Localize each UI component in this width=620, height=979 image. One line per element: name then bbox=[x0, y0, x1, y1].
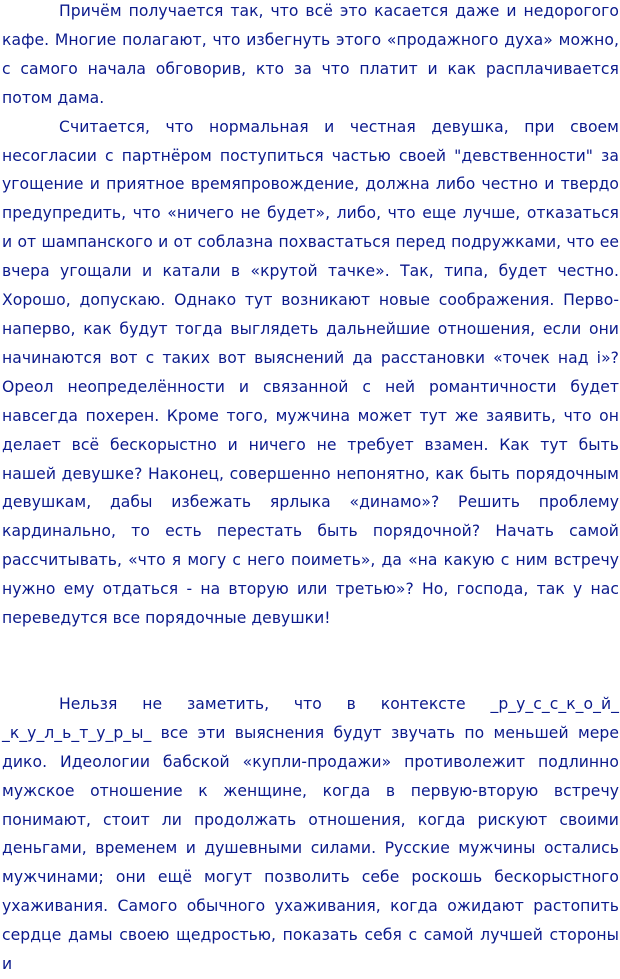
paragraph-3: Нельзя не заметить, что в контексте _р_у_с_с_к_о_й_ _к_у_л_ь_т_у_р_ы_ все эти выяснения будут звучать по меньшей мере дико. Идеологии бабской «купли-продажи» противолежит подлинно мужское отношение к женщине, когда в первую-вторую встречу понимают, стоит ли продолжать отношения, когда рискуют своими деньгами, временем и душевными силами. Русские мужчины остались мужчинами; они ещё могут позволить себе роскошь бескорыстного ухаживания. Самого обычного ухаживания, когда ожидают растопить сердце дамы своею щедростью, показать себя с самой лучшей стороны и bbox=[2, 694, 619, 974]
paragraph-spacer bbox=[2, 633, 619, 690]
document-page bbox=[2, 0, 619, 979]
paragraph-1: Причём получается так, что всё это касается даже и недорогого кафе. Многие полагают, что избегнуть этого «продажного духа» можно, с самого начала обговорив, кто за что платит и как расплачивается потом дама. bbox=[2, 2, 619, 107]
paragraph-2: Считается, что нормальная и честная девушка, при своем несогласии с партнёром поступиться частью своей "девственности" за угощение и приятное времяпровождение, должна либо честно и твердо предупредить, что «ничего не будет», либо, что еще лучше, отказаться и от шампанского и от соблазна похвастаться перед подружками, что ее вчера угощали и катали в «крутой тачке». Так, типа, будет честно. Хорошо, допускаю. Однако тут возникают новые соображения. Перво-наперво, как будут тогда выглядеть дальнейшие отношения, если они начинаются вот с таких вот выяснений да расстановки «точек над i»? Ореол неопределённости и связанной с ней романтичности будет навсегда похерен. Кроме того, мужчина может тут же заявить, что он делает всё бескорыстно и ничего не требует взамен. Как тут быть нашей девушке? Наконец, совершенно непонятно, как быть порядочным девушкам, дабы избежать ярлыка «динамо»? Решить проблему кардинально, то есть перестать быть порядочной? Начать самой рассчитывать, «что я могу с него поиметь», да «на какую с ним встречу нужно ему отдаться - на вторую или третью»? Но, господа, так у нас переведутся все порядочные девушки! bbox=[2, 117, 619, 628]
